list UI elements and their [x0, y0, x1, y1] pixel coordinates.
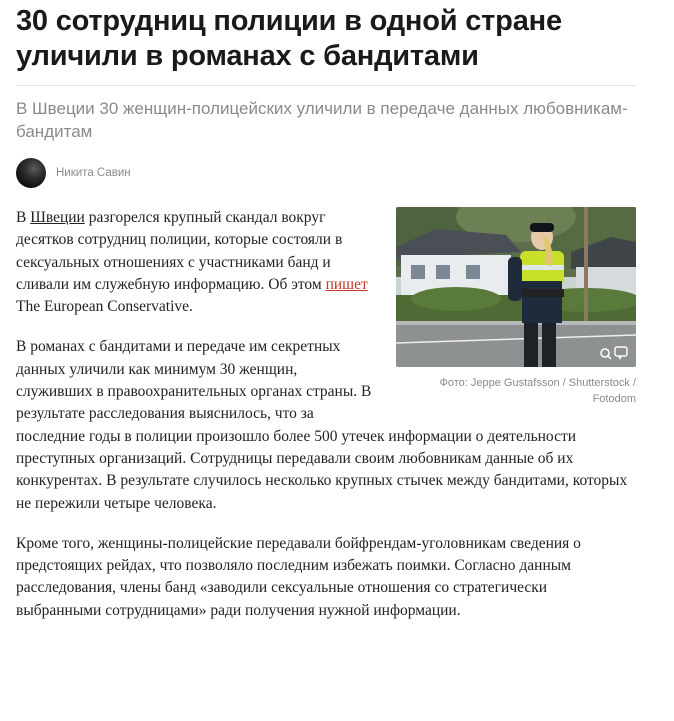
article-body — [16, 207, 636, 622]
photo-illustration — [396, 207, 636, 367]
article — [16, 0, 636, 640]
author-name[interactable]: Никита Савин — [56, 167, 131, 179]
paragraph-1-mid: разгорелся крупный скандал вокруг десятков сотрудниц полиции, которые состояли в сексуальных отношениях с участниками банд и сливали им служебную информацию. Об этом — [16, 209, 343, 293]
photo-caption: Фото: Jeppe Gustafsson / Shutterstock / Fotodom — [439, 377, 636, 405]
author-block[interactable] — [16, 157, 636, 189]
link-source[interactable]: пишет — [325, 275, 368, 293]
title-divider — [16, 85, 636, 86]
paragraph-3: Кроме того, женщины-полицейские передавали бойфрендам-уголовникам сведения о предстоящих рейдах, что позволяло последним избежать поимки. Согласно данным расследования, члены банд «заводили сексуальные отношения со стратегически выбранными сотрудницами» ради получения нужной информации. — [16, 534, 581, 619]
article-subtitle: В Швеции 30 женщин-полицейских уличили в передаче данных любовникам-бандитам — [16, 99, 628, 141]
paragraph-1-end: The European Conservative. — [16, 298, 193, 316]
article-figure — [396, 207, 636, 407]
link-sweden[interactable]: Швеции — [30, 209, 85, 226]
author-avatar[interactable] — [16, 158, 46, 188]
article-photo[interactable] — [396, 207, 636, 367]
paragraph-1-start: В — [16, 209, 31, 226]
article-title: 30 сотрудниц полиции в одной стране уличили в романах с бандитами — [16, 5, 562, 72]
paragraph-2: В романах с бандитами и передаче им секретных данных уличили как минимум 30 женщин, служивших в правоохранительных органах страны. В результате расследования выяснилось, что за последние годы в полиции произошло более 500 утечек информации о деятельности преступных организаций. Сотрудницы передавали своим любовникам данные об их конкурентах. В результате случилось несколько крупных стычек между бандитами, которых не пережили четыре человека. — [16, 338, 628, 512]
